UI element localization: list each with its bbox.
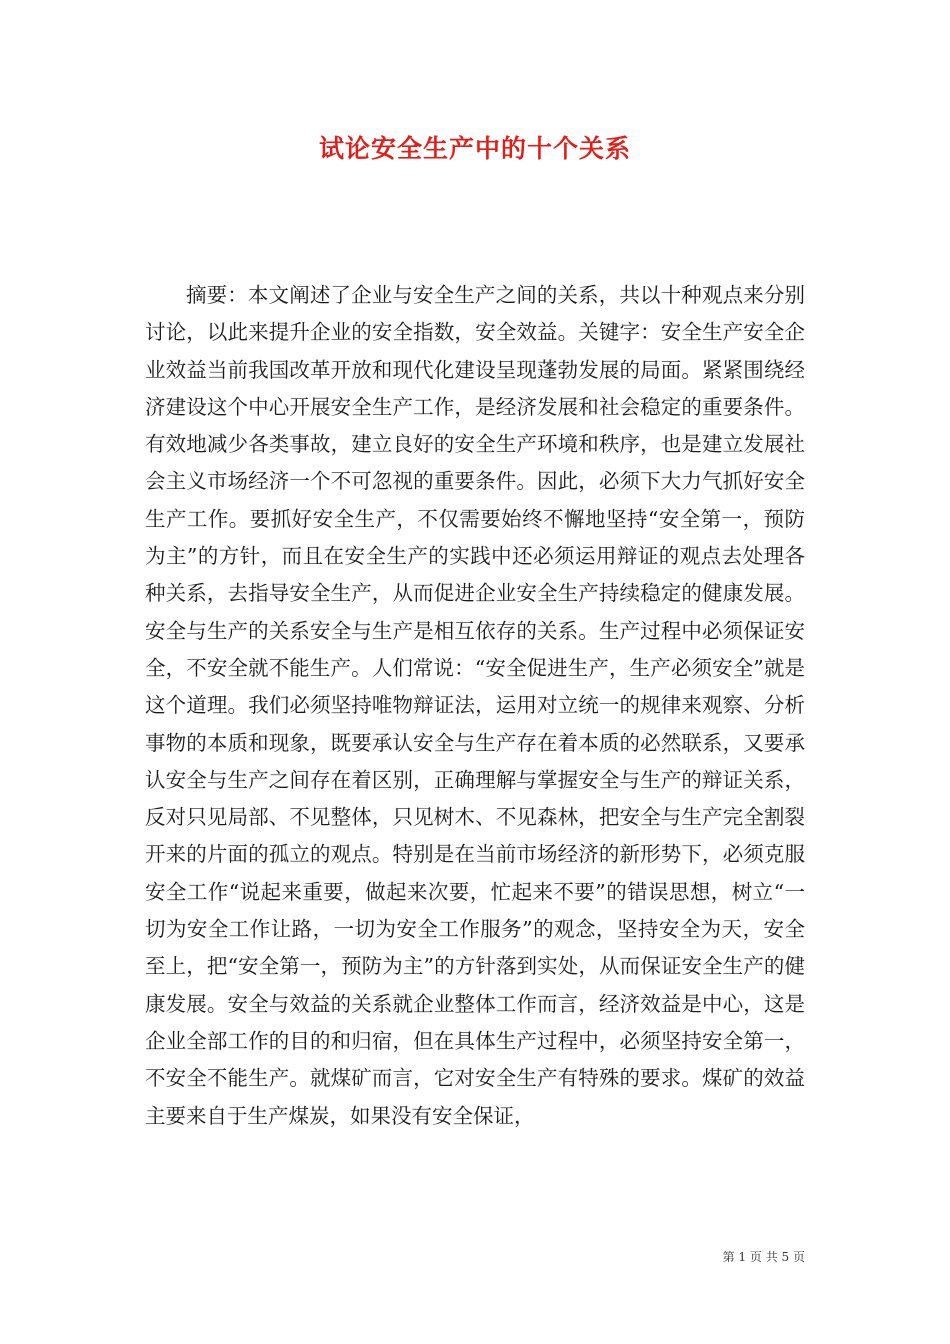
page-number: 第 1 页 共 5 页 bbox=[722, 1250, 805, 1264]
document-title: 试论安全生产中的十个关系 bbox=[318, 134, 631, 163]
document-body: 摘要：本文阐述了企业与安全生产之间的关系，共以十种观点来分别讨论，以此来提升企业的安全指数，安全效益。关键字：安全生产安全企业效益当前我国改革开放和现代化建设呈现蓬勃发展的局面。紧紧围绕经济建设这个中心开展安全生产工作，是经济发展和社会稳定的重要条件。有效地减少各类事故，建立良好的安全生产环境和秩序，也是建立发展社会主义市场经济一个不可忽视的重要条件。因此，必须下大力气抓好安全生产工作。要抓好安全生产，不仅需要始终不懈地坚持“安全第一，预防为主”的方针，而且在安全生产的实践中还必须运用辩证的观点去处理各种关系，去指导安全生产，从而促进企业安全生产持续稳定的健康发展。安全与生产的关系安全与生产是相互依存的关系。生产过程中必须保证安全，不安全就不能生产。人们常说：“安全促进生产，生产必须安全”就是这个道理。我们必须坚持唯物辩证法，运用对立统一的规律来观察、分析事物的本质和现象，既要承认安全与生产存在着本质的必然联系，又要承认安全与生产之间存在着区别，正确理解与掌握安全与生产的辩证关系，反对只见局部、不见整体，只见树木、不见森林，把安全与生产完全割裂开来的片面的孤立的观点。特别是在当前市场经济的新形势下，必须克服安全工作“说起来重要，做起来次要，忙起来不要”的错误思想，树立“一切为安全工作让路，一切为安全工作服务”的观念，坚持安全为天，安全至上，把“安全第一，预防为主”的方针落到实处，从而保证安全生产的健康发展。安全与效益的关系就企业整体工作而言，经济效益是中心，这是企业全部工作的目的和归宿，但在具体生产过程中，必须坚持安全第一，不安全不能生产。就煤矿而言，它对安全生产有特殊的要求。煤矿的效益主要来自于生产煤炭，如果没有安全保证， bbox=[145, 283, 805, 1128]
